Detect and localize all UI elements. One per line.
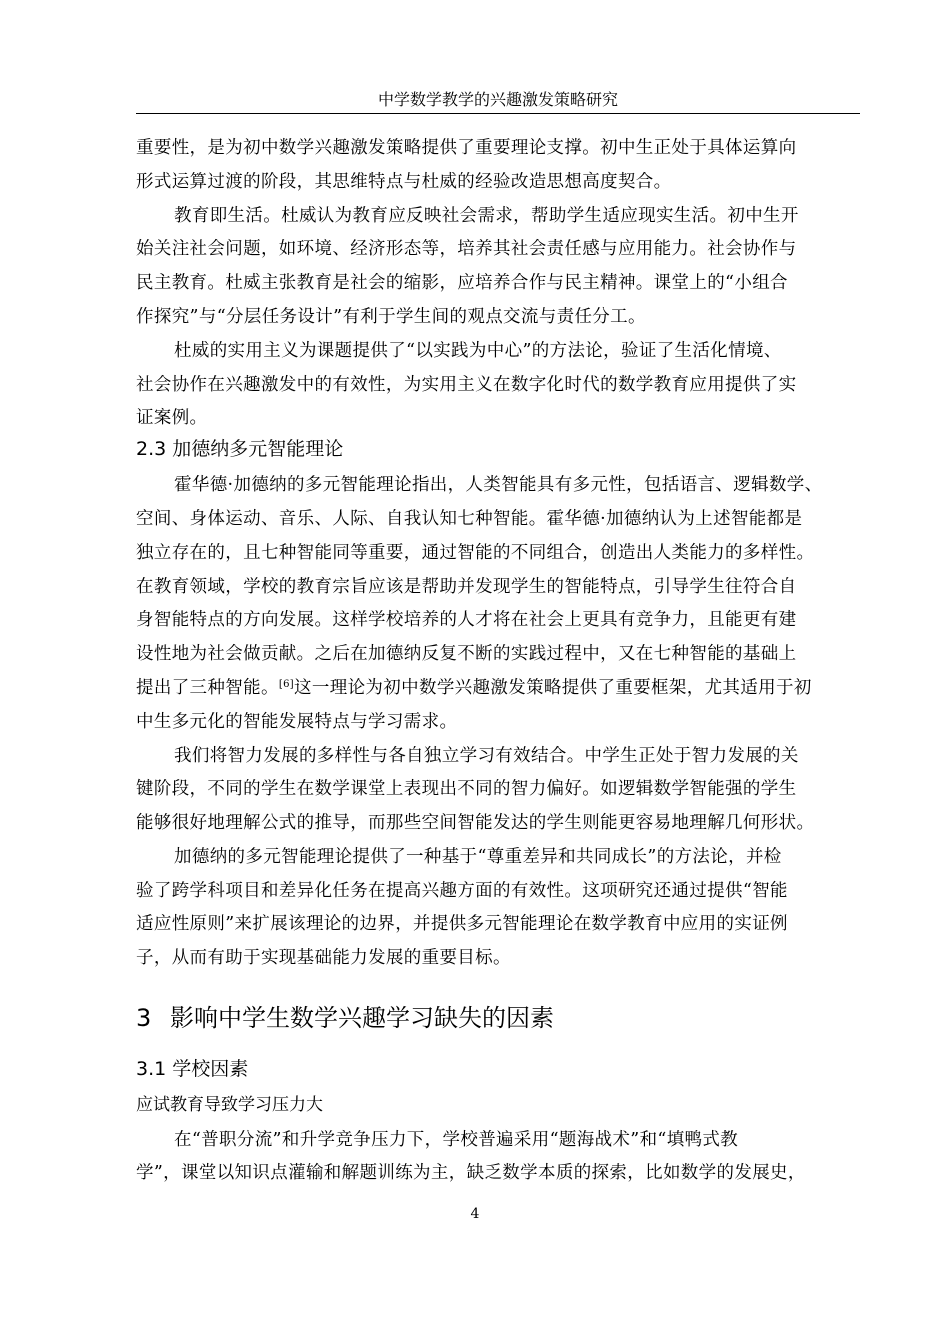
body-text-line: 社会协作在兴趣激发中的有效性，为实用主义在数字化时代的数学教育应用提供了实 (136, 375, 797, 395)
body-text-line: 杜威的实用主义为课题提供了“以实践为中心”的方法论，验证了生活化情境、 (174, 341, 782, 361)
chapter-title: 影响中学生数学兴趣学习缺失的因素 (170, 1004, 554, 1032)
subsection-heading: 应试教育导致学习压力大 (136, 1095, 323, 1115)
section-heading-2-3: 2.3 加德纳多元智能理论 (136, 438, 344, 460)
body-text-line: 空间、身体运动、音乐、人际、自我认知七种智能。霍华德·加德纳认为上述智能都是 (136, 509, 803, 529)
chapter-heading-3 (136, 1002, 554, 1034)
body-text-line-with-citation (136, 676, 812, 700)
body-text-line: 在“普职分流”和升学竞争压力下，学校普遍采用“题海战术”和“填鸭式教 (174, 1130, 739, 1150)
body-text-line: 我们将智力发展的多样性与各自独立学习有效结合。中学生正处于智力发展的关 (174, 746, 799, 766)
body-text-line: 重要性，是为初中数学兴趣激发策略提供了重要理论支撑。初中生正处于具体运算向 (136, 138, 797, 158)
chapter-number: 3 (136, 1004, 152, 1032)
body-text-line: 形式运算过渡的阶段，其思维特点与杜威的经验改造思想高度契合。 (136, 172, 672, 192)
body-text-line: 能够很好地理解公式的推导，而那些空间智能发达的学生则能更容易地理解几何形状。 (136, 813, 815, 833)
body-text-line: 在教育领域，学校的教育宗旨应该是帮助并发现学生的智能特点，引导学生往符合自 (136, 577, 797, 597)
body-text-line: 霍华德·加德纳的多元智能理论指出，人类智能具有多元性，包括语言、逻辑数学、 (174, 475, 823, 495)
body-text-line: 子，从而有助于实现基础能力发展的重要目标。 (136, 948, 511, 968)
body-text-line: 适应性原则”来扩展该理论的边界，并提供多元智能理论在数学教育中应用的实证例 (136, 914, 788, 934)
body-text-line: 加德纳的多元智能理论提供了一种基于“尊重差异和共同成长”的方法论，并检 (174, 847, 782, 867)
body-text-line: 独立存在的，且七种智能同等重要，通过智能的不同组合，创造出人类能力的多样性。 (136, 543, 815, 563)
section-heading-3-1: 3.1 学校因素 (136, 1058, 249, 1080)
citation-reference: [6] (278, 679, 295, 690)
body-text-line: 始关注社会问题，如环境、经济形态等，培养其社会责任感与应用能力。社会协作与 (136, 239, 797, 259)
body-text-line: 中生多元化的智能发展特点与学习需求。 (136, 712, 458, 732)
body-text-line: 键阶段，不同的学生在数学课堂上表现出不同的智力偏好。如逻辑数学智能强的学生 (136, 779, 797, 799)
body-text-line: 身智能特点的方向发展。这样学校培养的人才将在社会上更具有竞争力，且能更有建 (136, 610, 797, 630)
body-text-line: 设性地为社会做贡献。之后在加德纳反复不断的实践过程中，又在七种智能的基础上 (136, 644, 797, 664)
text-before-citation: 提出了三种智能。 (136, 678, 279, 698)
body-text-line: 学”，课堂以知识点灌输和解题训练为主，缺乏数学本质的探索，比如数学的发展史， (136, 1163, 806, 1183)
header-divider (136, 113, 860, 114)
text-after-citation: 这一理论为初中数学兴趣激发策略提供了重要框架，尤其适用于初 (294, 678, 812, 698)
body-text-line: 验了跨学科项目和差异化任务在提高兴趣方面的有效性。这项研究还通过提供“智能 (136, 881, 788, 901)
body-text-line: 教育即生活。杜威认为教育应反映社会需求，帮助学生适应现实生活。初中生开 (174, 206, 799, 226)
body-text-line: 证案例。 (136, 408, 208, 428)
page-number: 4 (470, 1206, 480, 1222)
running-header-title: 中学数学教学的兴趣激发策略研究 (377, 90, 618, 109)
body-text-line: 作探究”与“分层任务设计”有利于学生间的观点交流与责任分工。 (136, 307, 646, 327)
body-text-line: 民主教育。杜威主张教育是社会的缩影，应培养合作与民主精神。课堂上的“小组合 (136, 273, 788, 293)
